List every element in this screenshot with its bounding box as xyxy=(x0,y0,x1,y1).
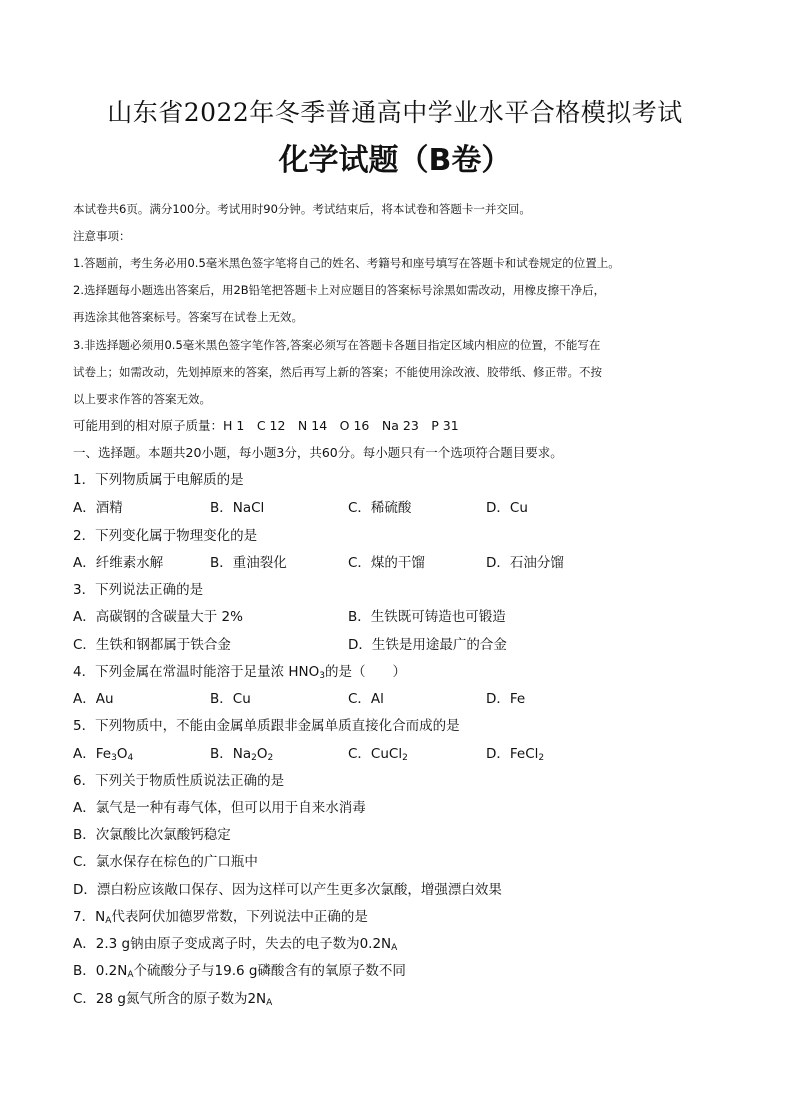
question-1-option-d: D．Cu xyxy=(486,500,528,516)
question-4-option-b: B．Cu xyxy=(210,691,251,707)
question-3-option-a: A．高碳钢的含碳量大于 2% xyxy=(73,609,243,625)
question-6-stem: 6．下列关于物质性质说法正确的是 xyxy=(73,773,285,789)
question-5-option-c: C．CuCl$_2$ xyxy=(348,746,408,763)
exam-subtitle: 化学试题（B卷） xyxy=(278,143,512,178)
question-5-stem: 5．下列物质中，不能由金属单质跟非金属单质直接化合而成的是 xyxy=(73,718,460,734)
question-7-option-c: C．28 g氮气所含的原子数为$2N_A$ xyxy=(73,991,273,1008)
section-heading: 一、选择题。本题共20小题，每小题3分，共60分。每小题只有一个选项符合题目要求。 xyxy=(73,445,563,460)
exam-title: 山东省2022年冬季普通高中学业水平合格模拟考试 xyxy=(107,98,683,127)
notice-item-3-line-3: 以上要求作答的答案无效。 xyxy=(73,392,211,406)
question-6-option-d: D．漂白粉应该敞口保存、因为这样可以产生更多次氯酸，增强漂白效果 xyxy=(73,882,502,898)
question-7-option-a: A．2.3 g钠由原子变成离子时，失去的电子数为$0.2N_A$ xyxy=(73,936,398,953)
question-6-option-c: C．氯水保存在棕色的广口瓶中 xyxy=(73,854,258,870)
question-1-option-b: B．NaCl xyxy=(210,500,265,516)
question-2-option-a: A．纤维素水解 xyxy=(73,555,164,571)
question-5-option-a: A．$Fe_3O_4$ xyxy=(73,746,134,763)
question-1-option-a: A．酒精 xyxy=(73,500,123,516)
question-6-option-b: B．次氯酸比次氯酸钙稳定 xyxy=(73,827,231,843)
intro-text: 本试卷共6页。满分100分。考试用时90分钟。考试结束后，将本试卷和答题卡一并交回。 xyxy=(73,202,531,216)
question-3-stem: 3．下列说法正确的是 xyxy=(73,582,204,598)
question-1-stem: 1．下列物质属于电解质的是 xyxy=(73,472,244,488)
notice-item-2-line-2: 再选涂其他答案标号。答案写在试卷上无效。 xyxy=(73,310,303,324)
question-6-option-a: A．氯气是一种有毒气体，但可以用于自来水消毒 xyxy=(73,800,366,816)
question-3-option-c: C．生铁和钢都属于铁合金 xyxy=(73,637,231,653)
notice-heading: 注意事项： xyxy=(73,229,131,243)
question-4-option-a: A．Au xyxy=(73,691,114,707)
question-3-option-b: B．生铁既可铸造也可锻造 xyxy=(348,609,506,625)
notice-item-2-line-1: 2.选择题每小题选出答案后，用2B铅笔把答题卡上对应题目的答案标号涂黑如需改动，用橡皮擦干净后， xyxy=(73,283,606,297)
question-4-option-c: C．Al xyxy=(348,691,384,707)
question-1-option-c: C．稀硫酸 xyxy=(348,500,412,516)
question-5-option-b: B．$Na_2O_2$ xyxy=(210,746,274,763)
notice-item-1: 1.答题前，考生务必用0.5毫米黑色签字笔将自己的姓名、考籍号和座号填写在答题卡和试卷规定的位置上。 xyxy=(73,256,620,270)
question-2-option-c: C．煤的干馏 xyxy=(348,555,425,571)
question-5-option-d: D．FeCl$_2$ xyxy=(486,746,545,763)
question-3-option-d: D．生铁是用途最广的合金 xyxy=(348,637,507,653)
question-2-option-d: D．石油分馏 xyxy=(486,555,564,571)
question-4-option-d: D．Fe xyxy=(486,691,526,707)
question-2-option-b: B．重油裂化 xyxy=(210,555,287,571)
question-2-stem: 2．下列变化属于物理变化的是 xyxy=(73,528,258,544)
question-4-stem: 4．下列金属在常温时能溶于足量浓 $HNO_3$的是（ ） xyxy=(73,664,406,681)
notice-item-3-line-1: 3.非选择题必须用0.5毫米黑色签字笔作答,答案必须写在答题卡各题目指定区域内相应的位置，不能写在 xyxy=(73,338,601,352)
question-7-stem: 7．$N_A$代表阿伏加德罗常数，下列说法中正确的是 xyxy=(73,909,368,926)
question-7-option-b: B．$0.2N_A$个硫酸分子与19.6 g磷酸含有的氧原子数不同 xyxy=(73,963,406,980)
atomic-masses: 可能用到的相对原子质量：H 1 C 12 N 14 O 16 Na 23 P 31 xyxy=(73,418,459,433)
notice-item-3-line-2: 试卷上；如需改动，先划掉原来的答案，然后再写上新的答案；不能使用涂改液、胶带纸、修正带。不按 xyxy=(73,365,602,379)
